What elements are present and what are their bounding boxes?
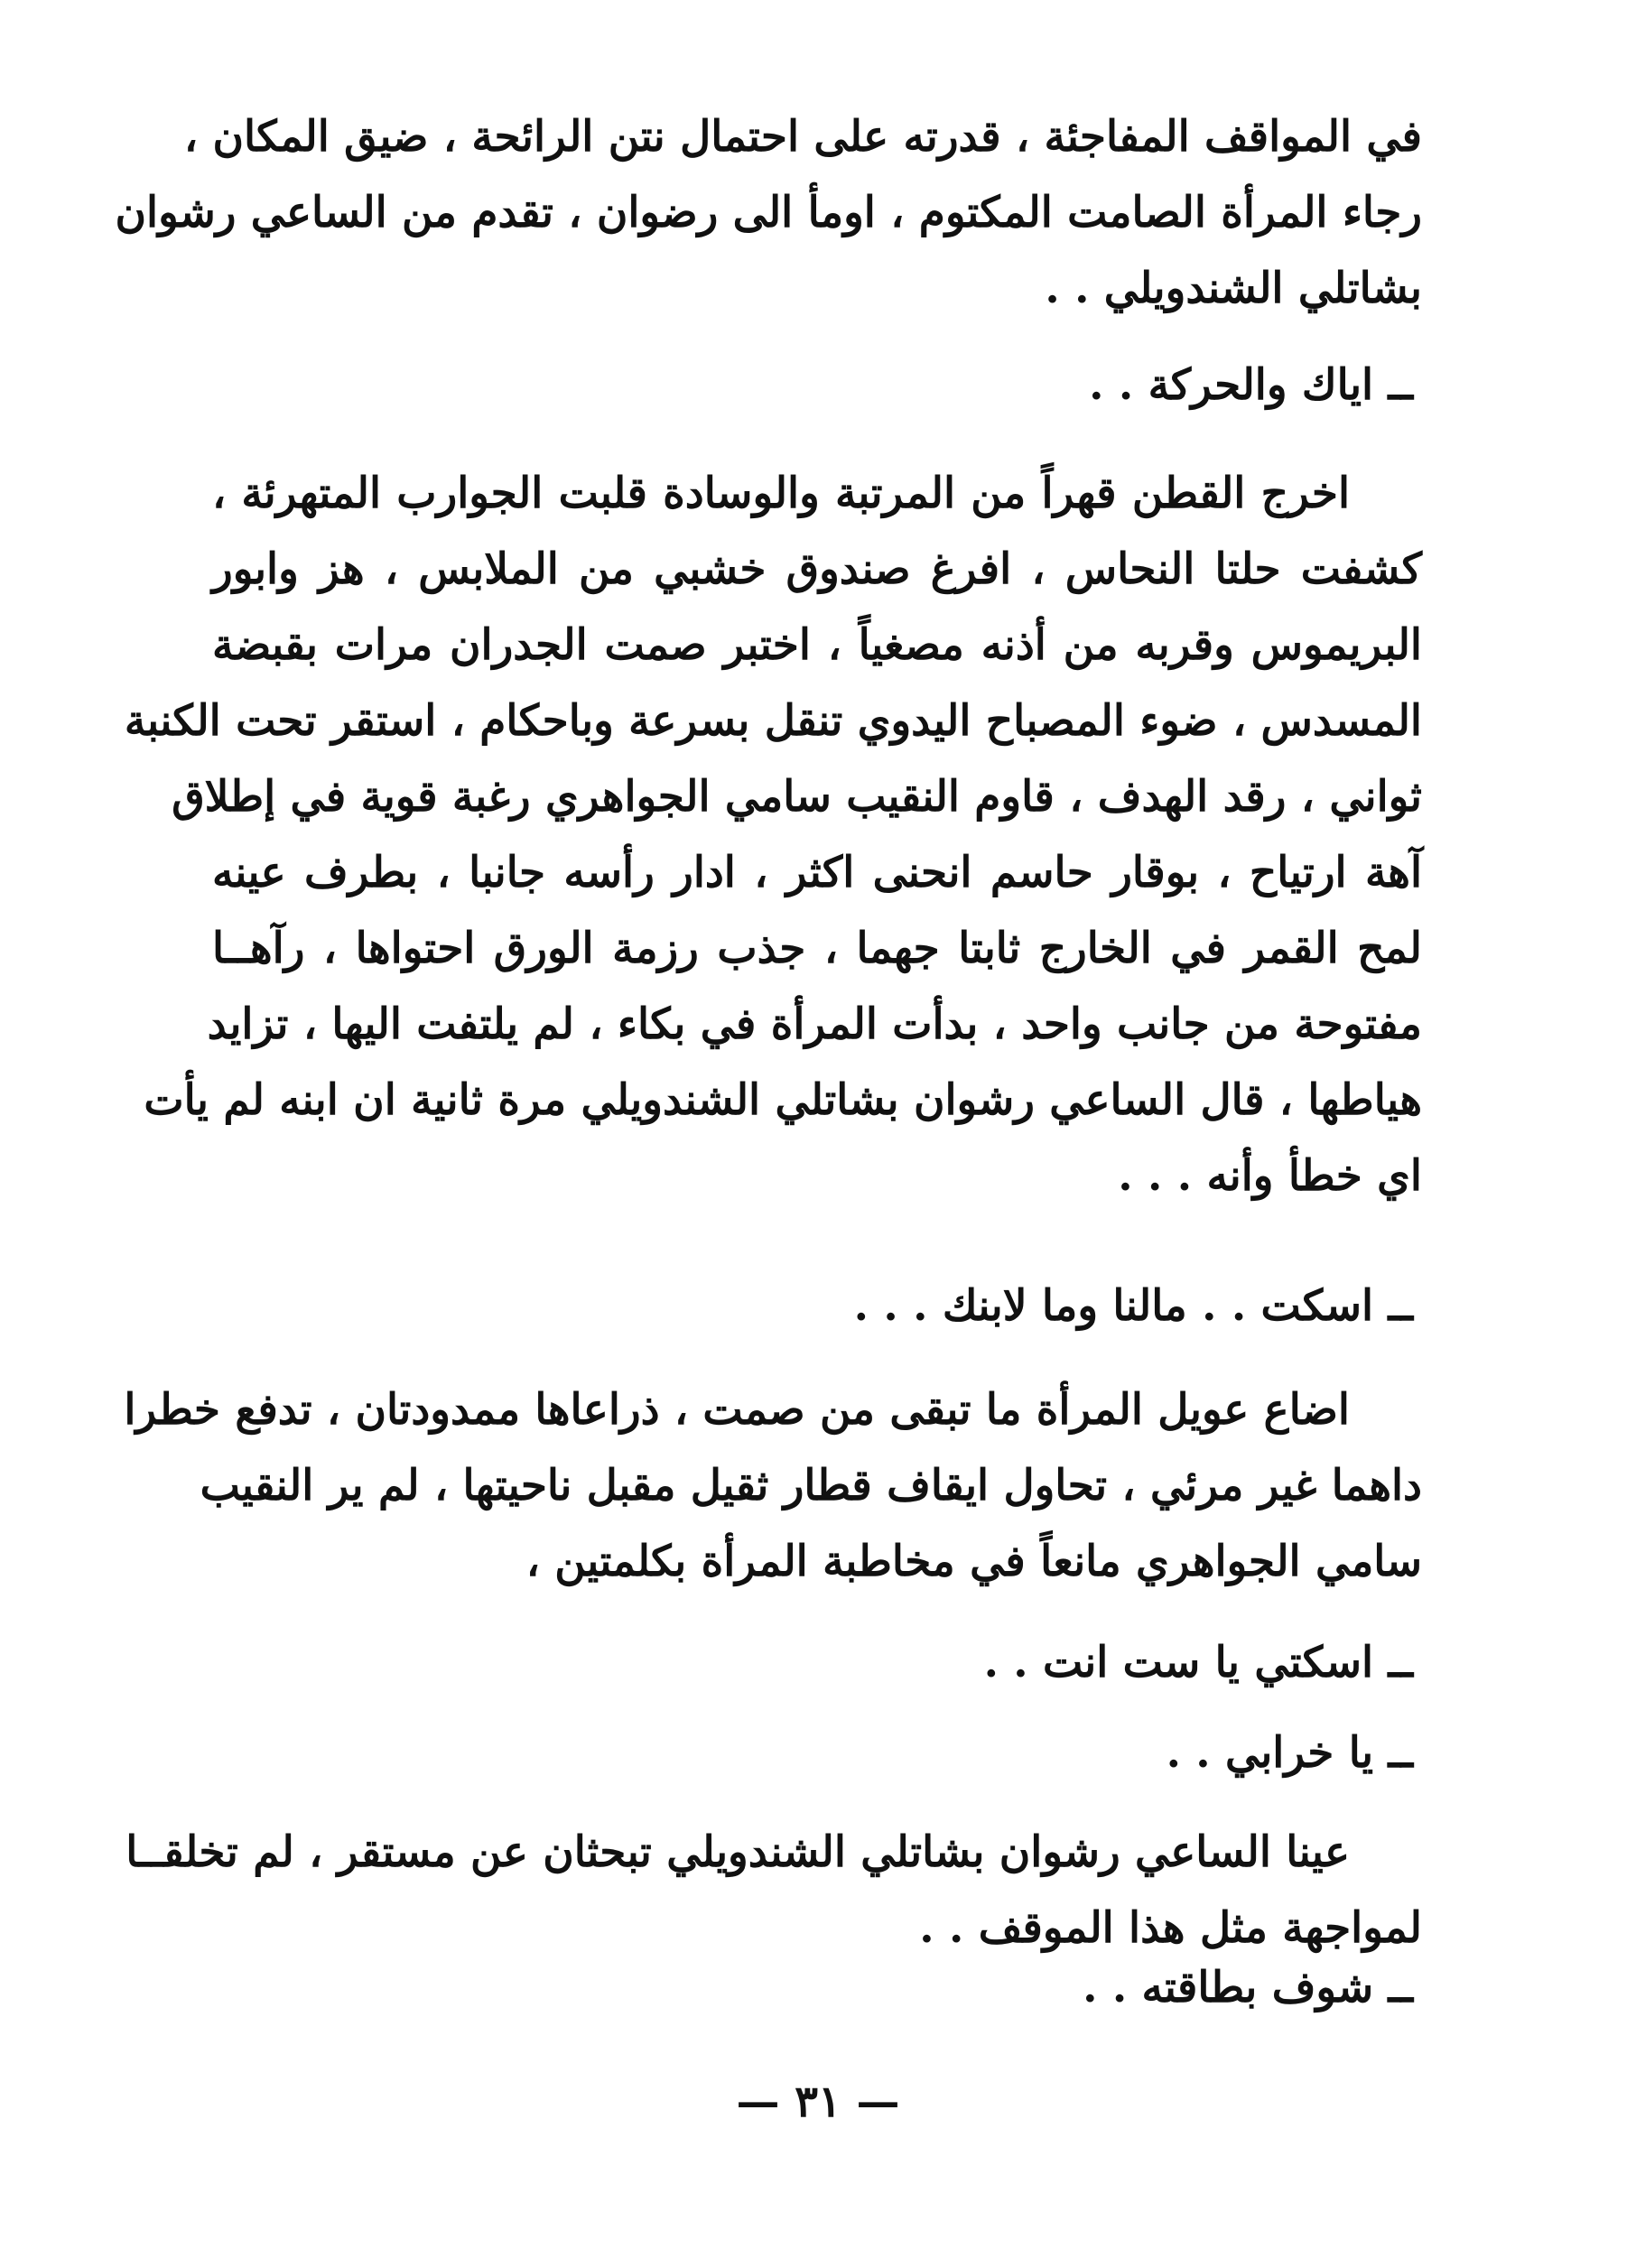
dialogue-text: ــ اسكتي يا ست انت . .: [983, 1638, 1413, 1687]
paragraph-4: [125, 1815, 1422, 1966]
paragraph-line: المسدس ، ضوء المصباح اليدوي تنقل بسرعة وباحكام ، استقر تحت الكنبة: [124, 696, 1422, 746]
dialogue-text: ــ يا خرابي . .: [1166, 1728, 1413, 1778]
paragraph-line: هياطها ، قال الساعي رشوان بشاتلي الشندويلي مرة ثانية ان ابنه لم يأت: [144, 1075, 1422, 1125]
dialogue-line-2: [212, 1269, 1422, 1344]
paragraph-line: سامي الجواهري مانعاً في مخاطبة المرأة بكلمتين ،: [525, 1537, 1422, 1586]
paragraph-line: داهما غير مرئي ، تحاول ايقاف قطار ثقيل مقبل ناحيتها ، لم ير النقيب: [200, 1461, 1422, 1510]
dialogue-line-3: [212, 1625, 1422, 1701]
dialogue-text: ــ شوف بطاقته . .: [1083, 1963, 1413, 2012]
dialogue-text: ــ اسكت . . مالنا وما لابنك . . .: [853, 1281, 1413, 1331]
paragraph-2: [124, 456, 1422, 1214]
paragraph-1: [115, 99, 1422, 327]
dialogue-line-1: [212, 348, 1422, 423]
paragraph-line: مفتوحة من جانب واحد ، بدأت المرأة في بكاء ، لم يلتفت اليها ، تزايد: [207, 999, 1422, 1049]
paragraph-line: اخرج القطن قهراً من المرتبة والوسادة قلبت الجوارب المتهرئة ،: [212, 469, 1350, 518]
paragraph-line: بشاتلي الشندويلي . .: [1045, 264, 1422, 313]
paragraph-line: عينا الساعي رشوان بشاتلي الشندويلي تبحثان عن مستقر ، لم تخلقــا: [125, 1827, 1350, 1877]
paragraph-line: في المواقف المفاجئة ، قدرته على احتمال نتن الرائحة ، ضيق المكان ،: [183, 112, 1422, 162]
paragraph-line: اضاع عويل المرأة ما تبقى من صمت ، ذراعاها ممدودتان ، تدفع خطرا: [124, 1385, 1350, 1435]
paragraph-line: ثواني ، رقد الهدف ، قاوم النقيب سامي الجواهري رغبة قوية في إطلاق: [172, 772, 1422, 822]
paragraph-line: البريموس وقربه من أذنه مصغياً ، اختبر صمت الجدران مرات بقبضة: [212, 620, 1422, 670]
paragraph-line: لمواجهة مثل هذا الموقف . .: [919, 1903, 1422, 1953]
paragraph-line: آهة ارتياح ، بوقار حاسم انحنى اكثر ، ادار رأسه جانبا ، بطرف عينه: [212, 848, 1422, 897]
paragraph-3: [124, 1372, 1422, 1600]
dialogue-line-5: [212, 1950, 1422, 2026]
paragraph-line: لمح القمر في الخارج ثابتا جهما ، جذب رزمة الورق احتواها ، رآهــا: [212, 924, 1422, 973]
paragraph-line: اي خطأ وأنه . . .: [1118, 1151, 1422, 1201]
paragraph-line: رجاء المرأة الصامت المكتوم ، اومأ الى رضوان ، تقدم من الساعي رشوان: [115, 188, 1422, 237]
dialogue-text: ــ اياك والحركة . .: [1089, 360, 1413, 410]
page-number: — ٣١ —: [736, 2077, 900, 2127]
paragraph-line: كشفت حلتا النحاس ، افرغ صندوق خشبي من الملابس ، هز وابور: [212, 544, 1422, 594]
dialogue-line-4: [212, 1715, 1422, 1791]
